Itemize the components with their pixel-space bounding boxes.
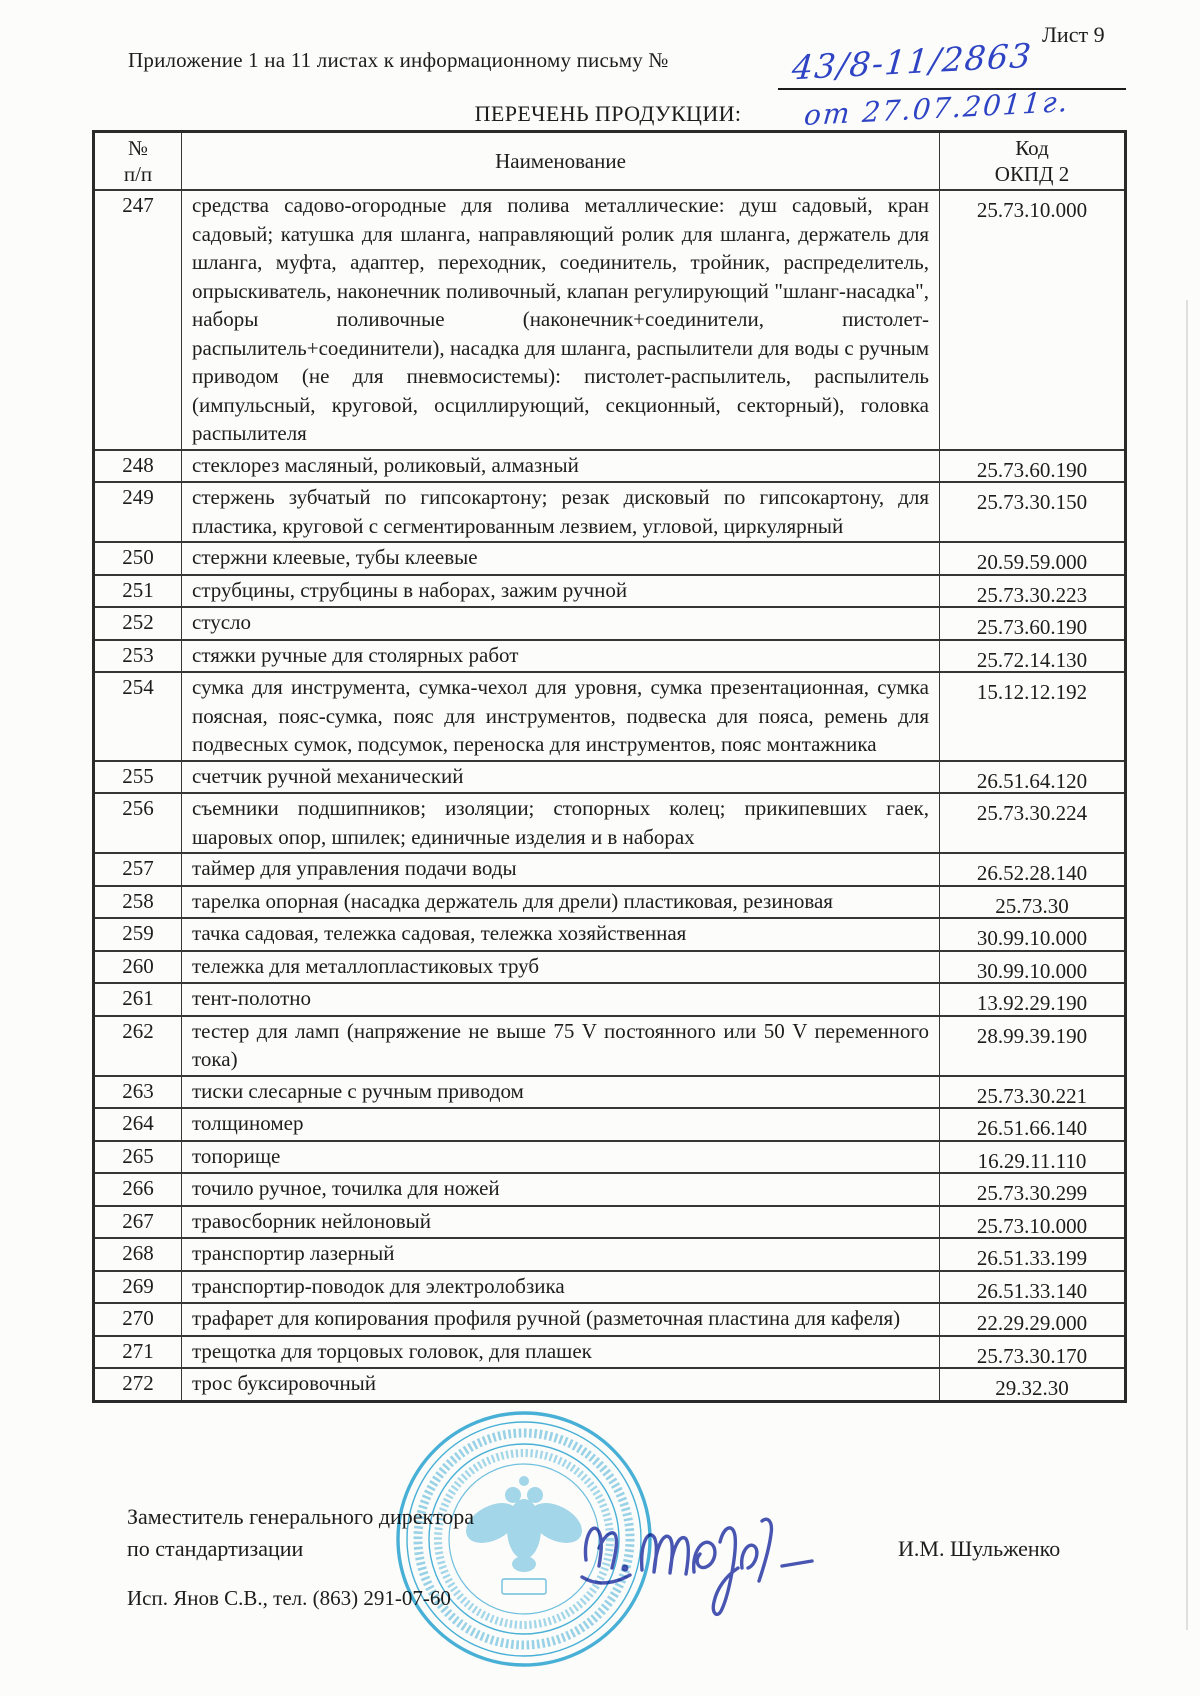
row-number-cell: 264	[94, 1108, 182, 1141]
product-name-cell: съемники подшипников; изоляции; стопорных колец; прикипевших гаек, шаровых опор, шпилек; единичные изделия и в наборах	[182, 793, 940, 853]
letter-number-underline	[778, 88, 1126, 90]
product-name-cell: стержни клеевые, тубы клеевые	[182, 542, 940, 575]
okpd2-code-cell: 22.29.29.000	[940, 1303, 1126, 1336]
table-row	[94, 1206, 1126, 1239]
product-name-cell: травосборник нейлоновый	[182, 1206, 940, 1239]
okpd2-code-cell: 25.73.30	[940, 886, 1126, 919]
okpd2-code-cell: 13.92.29.190	[940, 983, 1126, 1016]
signer-position-line2: по стандартизации	[127, 1536, 304, 1561]
okpd2-code-cell: 25.73.30.223	[940, 575, 1126, 608]
table-row	[94, 918, 1126, 951]
okpd2-code-cell: 30.99.10.000	[940, 951, 1126, 984]
row-number-cell: 260	[94, 951, 182, 984]
row-number-cell: 255	[94, 761, 182, 794]
okpd2-code-cell: 26.51.33.199	[940, 1238, 1126, 1271]
product-name-cell: тент-полотно	[182, 983, 940, 1016]
row-number-cell: 265	[94, 1141, 182, 1174]
okpd2-code-cell: 16.29.11.110	[940, 1141, 1126, 1174]
column-header-name: Наименование	[182, 132, 940, 191]
table-row	[94, 575, 1126, 608]
column-header-number-bottom: п/п	[123, 162, 153, 186]
row-number-cell: 271	[94, 1336, 182, 1369]
okpd2-code-cell: 25.73.10.000	[940, 1206, 1126, 1239]
okpd2-code-cell: 25.73.30.299	[940, 1173, 1126, 1206]
row-number-cell: 258	[94, 886, 182, 919]
signature-icon	[570, 1476, 850, 1626]
column-header-number-top: №	[127, 136, 149, 160]
product-name-cell: трещотка для торцовых головок, для плашек	[182, 1336, 940, 1369]
okpd2-code-cell: 20.59.59.000	[940, 542, 1126, 575]
okpd2-code-cell: 25.73.30.150	[940, 482, 1126, 542]
signer-position-line1: Заместитель генерального директора	[127, 1504, 475, 1529]
okpd2-code-cell: 28.99.39.190	[940, 1016, 1126, 1076]
product-name-cell: трос буксировочный	[182, 1368, 940, 1401]
row-number-cell: 254	[94, 672, 182, 761]
row-number-cell: 268	[94, 1238, 182, 1271]
product-name-cell: транспортир лазерный	[182, 1238, 940, 1271]
product-name-cell: тележка для металлопластиковых труб	[182, 951, 940, 984]
column-header-code-bottom: ОКПД 2	[994, 162, 1070, 186]
table-row	[94, 853, 1126, 886]
okpd2-code-cell: 25.73.60.190	[940, 450, 1126, 483]
row-number-cell: 251	[94, 575, 182, 608]
table-row	[94, 542, 1126, 575]
product-name-cell: счетчик ручной механический	[182, 761, 940, 794]
row-number-cell: 272	[94, 1368, 182, 1401]
scan-artifact	[1186, 300, 1188, 1630]
product-table-body	[94, 190, 1126, 1401]
product-name-cell: стусло	[182, 607, 940, 640]
table-row	[94, 951, 1126, 984]
okpd2-code-cell: 25.73.10.000	[940, 190, 1126, 450]
appendix-line: Приложение 1 на 11 листах к информационному письму №	[128, 48, 669, 72]
table-row	[94, 1016, 1126, 1076]
table-row	[94, 983, 1126, 1016]
table-row	[94, 607, 1126, 640]
table-row	[94, 482, 1126, 542]
okpd2-code-cell: 25.73.30.170	[940, 1336, 1126, 1369]
row-number-cell: 249	[94, 482, 182, 542]
product-name-cell: стержень зубчатый по гипсокартону; резак дисковый по гипсокартону, для пластика, круговой с сегментированным лезвием, угловой, циркулярный	[182, 482, 940, 542]
table-row	[94, 1336, 1126, 1369]
product-name-cell: средства садово-огородные для полива металлические: душ садовый, кран садовый; катушка для шланга, направляющий ролик для шланга, держатель для шланга, муфта, адаптер, переходник, соединитель, тройник, распределитель, опрыскиватель, наконечник поливочный, клапан регулирующий "шланг-насадка", наборы поливочные (наконечник+соединители, пистолет-распылитель+соединители), насадка для шланга, распылители для воды с ручным приводом (не для пневмосистемы): пистолет-распылитель, распылитель (импульсный, круговой, осциллирующий, секционный, секторный), головка распылителя	[182, 190, 940, 450]
product-name-cell: трафарет для копирования профиля ручной (разметочная пластина для кафеля)	[182, 1303, 940, 1336]
row-number-cell: 257	[94, 853, 182, 886]
table-row	[94, 1271, 1126, 1304]
table-row	[94, 1238, 1126, 1271]
row-number-cell: 247	[94, 190, 182, 450]
row-number-cell: 259	[94, 918, 182, 951]
column-header-code-top: Код	[1015, 136, 1049, 160]
handwritten-date: от 27.07.2011г.	[802, 84, 1071, 133]
product-name-cell: струбцины, струбцины в наборах, зажим ручной	[182, 575, 940, 608]
row-number-cell: 261	[94, 983, 182, 1016]
okpd2-code-cell: 15.12.12.192	[940, 672, 1126, 761]
table-row	[94, 1173, 1126, 1206]
page-title: ПЕРЕЧЕНЬ ПРОДУКЦИИ:	[474, 101, 742, 126]
okpd2-code-cell: 25.73.30.224	[940, 793, 1126, 853]
row-number-cell: 266	[94, 1173, 182, 1206]
row-number-cell: 267	[94, 1206, 182, 1239]
product-name-cell: тачка садовая, тележка садовая, тележка хозяйственная	[182, 918, 940, 951]
okpd2-code-cell: 30.99.10.000	[940, 918, 1126, 951]
row-number-cell: 262	[94, 1016, 182, 1076]
okpd2-code-cell: 26.52.28.140	[940, 853, 1126, 886]
column-header-code	[940, 132, 1126, 191]
table-row	[94, 761, 1126, 794]
product-name-cell: тарелка опорная (насадка держатель для дрели) пластиковая, резиновая	[182, 886, 940, 919]
okpd2-code-cell: 26.51.33.140	[940, 1271, 1126, 1304]
row-number-cell: 269	[94, 1271, 182, 1304]
table-row	[94, 1303, 1126, 1336]
row-number-cell: 270	[94, 1303, 182, 1336]
product-name-cell: точило ручное, точилка для ножей	[182, 1173, 940, 1206]
sheet-number: Лист 9	[1042, 22, 1105, 47]
row-number-cell: 250	[94, 542, 182, 575]
row-number-cell: 252	[94, 607, 182, 640]
okpd2-code-cell: 29.32.30	[940, 1368, 1126, 1401]
okpd2-code-cell: 25.73.60.190	[940, 607, 1126, 640]
product-name-cell: таймер для управления подачи воды	[182, 853, 940, 886]
row-number-cell: 248	[94, 450, 182, 483]
table-row	[94, 450, 1126, 483]
table-row	[94, 1108, 1126, 1141]
row-number-cell: 256	[94, 793, 182, 853]
row-number-cell: 263	[94, 1076, 182, 1109]
column-header-number	[94, 132, 182, 191]
table-row	[94, 1076, 1126, 1109]
okpd2-code-cell: 26.51.66.140	[940, 1108, 1126, 1141]
okpd2-code-cell: 26.51.64.120	[940, 761, 1126, 794]
okpd2-code-cell: 25.73.30.221	[940, 1076, 1126, 1109]
table-row	[94, 1141, 1126, 1174]
table-row	[94, 640, 1126, 673]
product-table	[92, 130, 1127, 1403]
product-name-cell: сумка для инструмента, сумка-чехол для уровня, сумка презентационная, сумка поясная, пояс-сумка, пояс для инструментов, подвеска для пояса, ремень для подвесных сумок, подсумок, переноска для инструментов, пояс монтажника	[182, 672, 940, 761]
product-name-cell: стеклорез масляный, роликовый, алмазный	[182, 450, 940, 483]
product-name-cell: толщиномер	[182, 1108, 940, 1141]
table-row	[94, 1368, 1126, 1401]
table-row	[94, 672, 1126, 761]
executor-contact-line: Исп. Янов С.В., тел. (863) 291-07-60	[127, 1586, 451, 1610]
handwritten-letter-number: 43/8-11/2863	[790, 35, 1034, 88]
product-name-cell: стяжки ручные для столярных работ	[182, 640, 940, 673]
table-row	[94, 190, 1126, 450]
signer-name: И.М. Шульженко	[898, 1536, 1061, 1561]
product-name-cell: транспортир-поводок для электролобзика	[182, 1271, 940, 1304]
product-name-cell: топорище	[182, 1141, 940, 1174]
table-header-row	[94, 132, 1126, 191]
product-name-cell: тиски слесарные с ручным приводом	[182, 1076, 940, 1109]
product-name-cell: тестер для ламп (напряжение не выше 75 V постоянного или 50 V переменного тока)	[182, 1016, 940, 1076]
table-row	[94, 793, 1126, 853]
table-row	[94, 886, 1126, 919]
okpd2-code-cell: 25.72.14.130	[940, 640, 1126, 673]
row-number-cell: 253	[94, 640, 182, 673]
